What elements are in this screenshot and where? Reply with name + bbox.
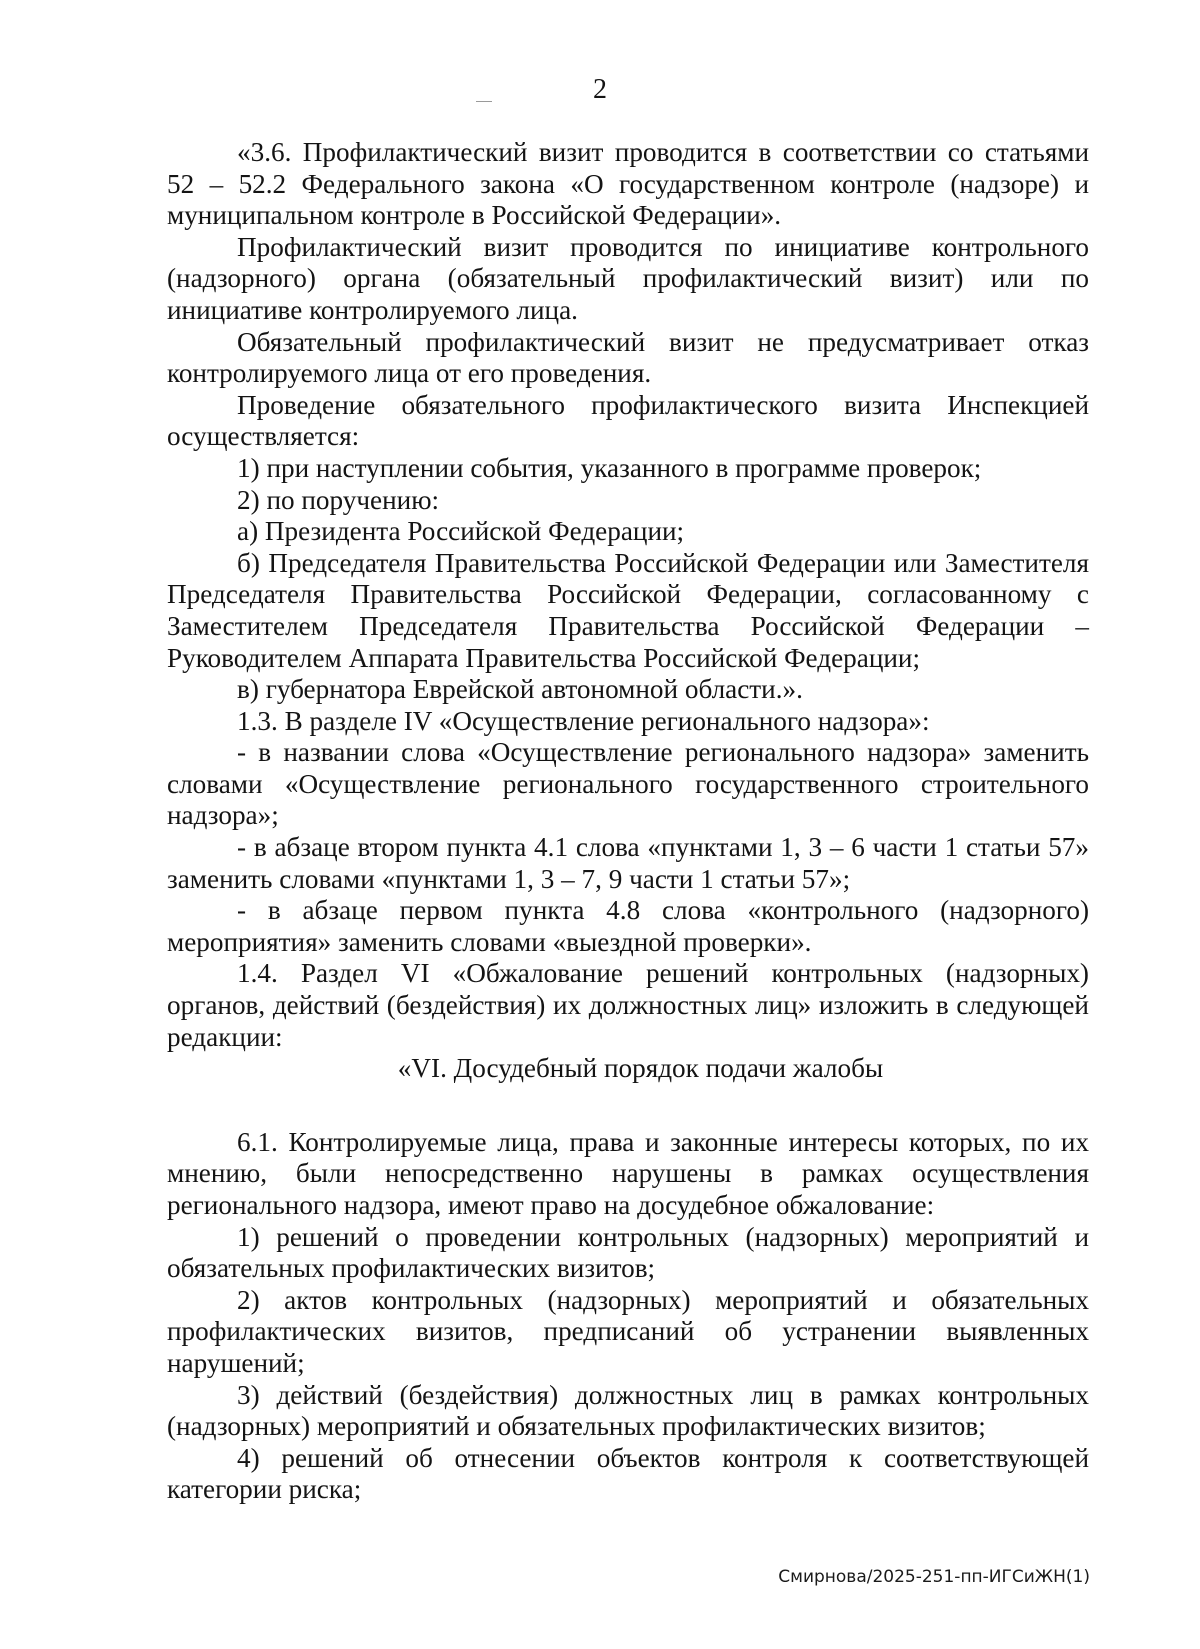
- paragraph-initiative: Профилактический визит проводится по инициативе контрольного (надзорного) органа (обязательный профилактический визит) или по инициативе контролируемого лица.: [167, 231, 1089, 325]
- paragraph-1-4: 1.4. Раздел VI «Обжалование решений контрольных (надзорных) органов, действий (бездействия) их должностных лиц» изложить в следующей редакции:: [167, 958, 1089, 1052]
- appeal-item-2: 2) актов контрольных (надзорных) мероприятий и обязательных профилактических визитов, предписаний об устранении выявленных нарушений;: [167, 1284, 1089, 1378]
- paragraph-1-3: 1.3. В разделе IV «Осуществление регионального надзора»:: [237, 705, 930, 736]
- list-item-2: 2) по поручению:: [237, 484, 440, 515]
- appeal-item-1: 1) решений о проведении контрольных (надзорных) мероприятий и обязательных профилактических визитов;: [167, 1221, 1089, 1284]
- scan-artifact-mark: [476, 101, 492, 102]
- appeal-item-3: 3) действий (бездействия) должностных лиц в рамках контрольных (надзорных) мероприятий и обязательных профилактических визитов;: [167, 1379, 1089, 1442]
- appeal-item-4: 4) решений об отнесении объектов контроля к соответствующей категории риска;: [167, 1442, 1089, 1505]
- list-item-v: в) губернатора Еврейской автономной области.».: [237, 674, 803, 705]
- document-body: [167, 137, 1089, 1506]
- list-item-1: 1) при наступлении события, указанного в программе проверок;: [237, 452, 982, 483]
- list-item-a: а) Президента Российской Федерации;: [237, 516, 685, 547]
- paragraph-3-6: «3.6. Профилактический визит проводится в соответствии со статьями 52 – 52.2 Федерального закона «О государственном контроле (надзоре) и муниципальном контроле в Российской Федерации».: [167, 137, 1089, 231]
- amendment-4-8: - в абзаце первом пункта 4.8 слова «контрольного (надзорного) мероприятия» заменить словами «выездной проверки».: [167, 895, 1089, 957]
- page-number: 2: [593, 74, 607, 105]
- amendment-title: - в названии слова «Осуществление регионального надзора» заменить словами «Осуществление регионального государственного строительного надзора»;: [167, 737, 1089, 831]
- paragraph-no-refusal: Обязательный профилактический визит не предусматривает отказ контролируемого лица от его проведения.: [167, 326, 1089, 389]
- list-item-b: б) Председателя Правительства Российской Федерации или Заместителя Председателя Правительства Российской Федерации, согласованному с Заместителем Председателя Правительства Российской Федерации – Руководителем Аппарата Правительства Российской Федерации;: [167, 547, 1089, 673]
- paragraph-6-1: 6.1. Контролируемые лица, права и законные интересы которых, по их мнению, были непосредственно нарушены в рамках осуществления регионального надзора, имеют право на досудебное обжалование:: [167, 1126, 1089, 1220]
- amendment-4-1: - в абзаце втором пункта 4.1 слова «пунктами 1, 3 – 6 части 1 статьи 57» заменить словами «пунктами 1, 3 – 7, 9 части 1 статьи 57»;: [167, 832, 1089, 894]
- section-heading: «VI. Досудебный порядок подачи жалобы: [397, 1053, 884, 1084]
- paragraph-conducted-when: Проведение обязательного профилактического визита Инспекцией осуществляется:: [167, 389, 1089, 452]
- document-reference: Смирнова/2025-251-пп-ИГСиЖН(1): [778, 1567, 1090, 1587]
